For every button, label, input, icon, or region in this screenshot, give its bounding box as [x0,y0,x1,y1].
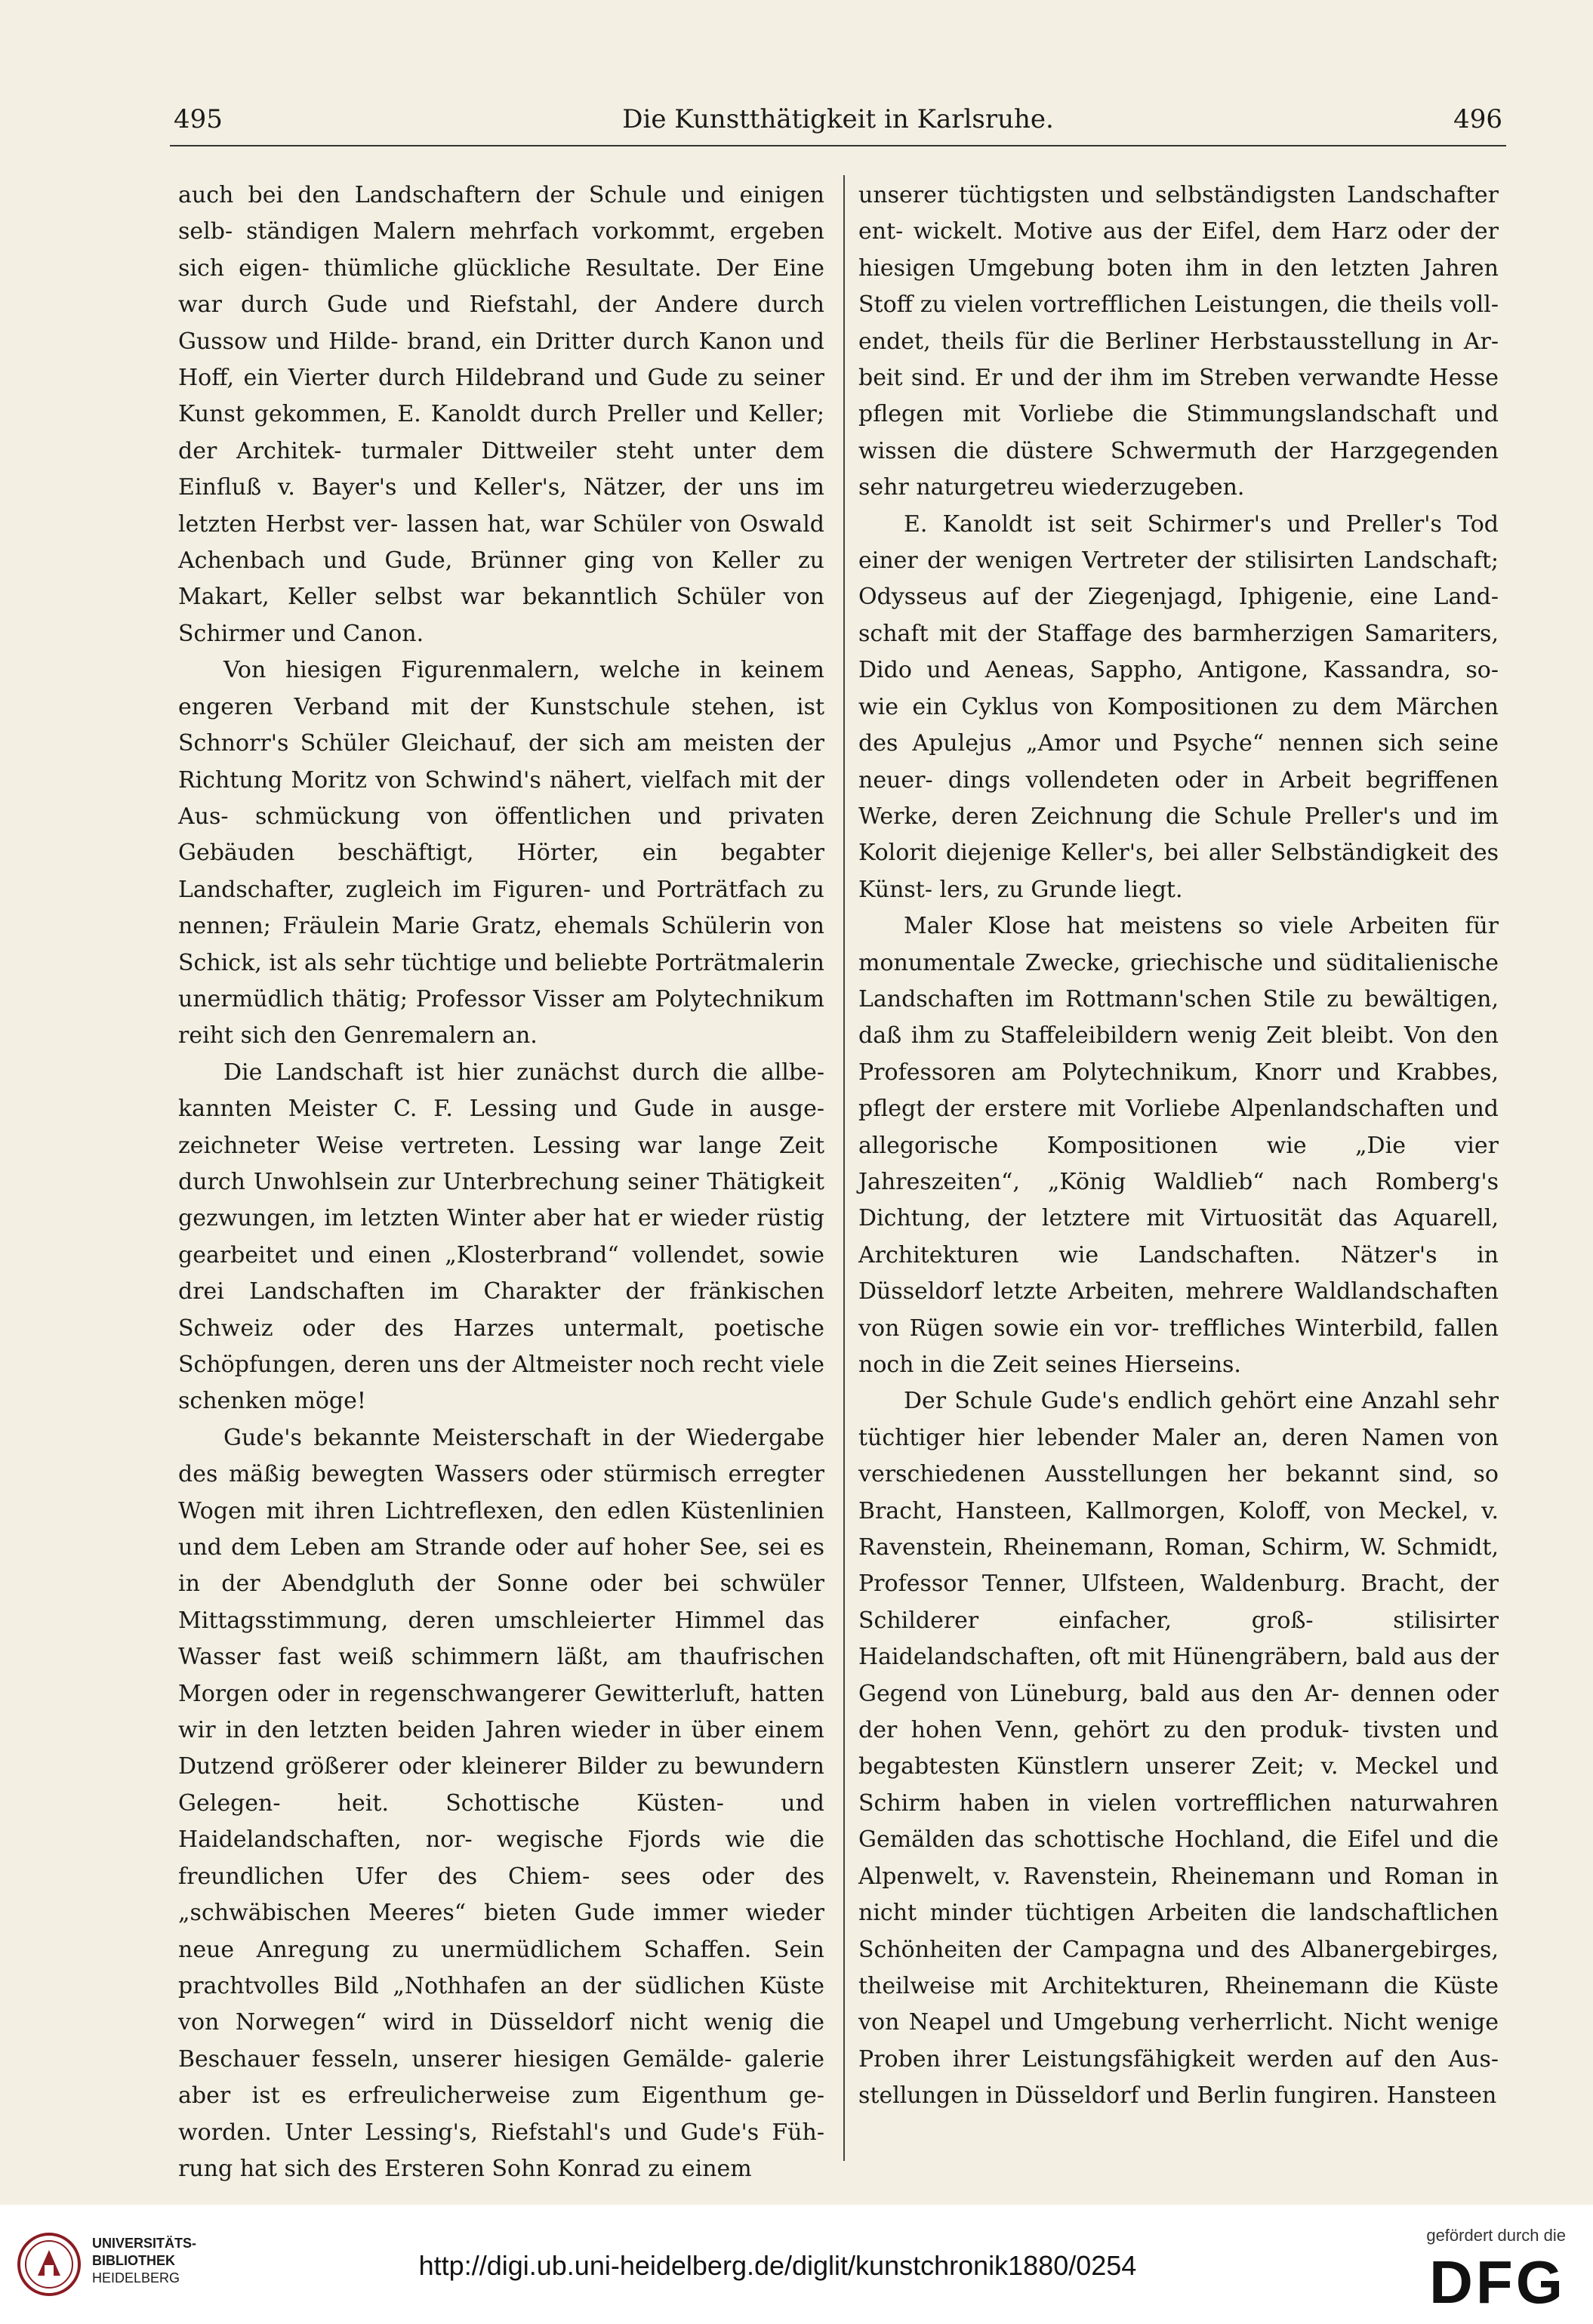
left-paragraph-2: Von hiesigen Figurenmalern, welche in keinem engeren Verband mit der Kunstschule stehen, ist Schnorr's Schüler Gleichauf, der sich am meisten der Richtung Moritz von Schwind's nähert, vielfach mit der Aus- schmückung von öffentlichen und privaten Gebäuden beschäftigt, Hörter, ein begabter Landschafter, zugleich im Figuren- und Porträtfach zu nennen; Fräulein Marie Gratz, ehemals Schülerin von Schick, ist als sehr tüchtige und beliebte Porträtmalerin unermüdlich thätig; Professor Visser am Polytechnikum reiht sich den Genremalern an. [178,657,824,1049]
library-line-1: UNIVERSITÄTS- [92,2236,197,2251]
left-paragraph-4: Gude's bekannte Meisterschaft in der Wiedergabe des mäßig bewegten Wassers oder stürmisch erregter Wogen mit ihren Lichtreflexen, den edlen Küstenlinien und dem Leben am Strande oder auf hoher See, sei es in der Abendgluth der Sonne oder bei schwüler Mittagsstimmung, deren umschleierter Himmel das Wasser fast weiß schimmern läßt, am thaufrischen Morgen oder in regenschwangerer Gewitterluft, hatten wir in den letzten beiden Jahren wieder in über einem Dutzend größerer oder kleinerer Bilder zu bewundern Gelegen- heit. Schottische Küsten- und Haidelandschaften, nor- wegische Fjords wie die freundlichen Ufer des Chiem- sees oder des „schwäbischen Meeres“ bieten Gude immer wieder neue Anregung zu unermüdlichem Schaffen. Sein prachtvolles Bild „Nothhafen an der südlichen Küste von Norwegen“ wird in Düsseldorf nicht wenig die Beschauer fesseln, unserer hiesigen Gemälde- galerie aber ist es erfreulicherweise zum Eigenthum ge- worden. Unter Lessing's, Riefstahl's und Gude's Füh- rung hat sich des Ersteren Sohn Konrad zu einem [178,1424,824,2182]
library-name [92,2235,251,2287]
right-paragraph-1: unserer tüchtigsten und selbständigsten Landschafter ent- wickelt. Motive aus der Eifel, dem Harz oder der hiesigen Umgebung boten ihm in den letzten Jahren Stoff zu vielen vortrefflichen Leistungen, die theils voll- endet, theils für die Berliner Herbstausstellung in Ar- beit sind. Er und der ihm im Streben verwandte Hesse pflegen mit Vorliebe die Stimmungslandschaft und wissen die düstere Schwermuth der Harzgegenden sehr naturgetreu wiederzugeben. [858,182,1499,501]
left-column [178,177,824,2187]
library-line-3: HEIDELBERG [92,2270,180,2285]
header-rule [170,145,1506,146]
page-number-right: 496 [1453,104,1502,134]
university-seal-icon [17,2232,82,2297]
dfg-logo: DFG [1429,2248,1566,2316]
left-paragraph-3: Die Landschaft ist hier zunächst durch die allbe- kannten Meister C. F. Lessing und Gude in ausge- zeichneter Weise vertreten. Lessing war lange Zeit durch Unwohlsein zur Unterbrechung seiner Thätigkeit gezwungen, im letzten Winter aber hat er wieder rüstig gearbeitet und einen „Klosterbrand“ vollendet, sowie drei Landschaften im Charakter der fränkischen Schweiz oder des Harzes untermalt, poetische Schöpfungen, deren uns der Altmeister noch recht viele schenken möge! [178,1059,824,1415]
running-title: Die Kunstthätigkeit in Karlsruhe. [622,104,1054,134]
page-header [174,104,1502,142]
right-paragraph-4: Der Schule Gude's endlich gehört eine Anzahl sehr tüchtiger hier lebender Maler an, deren Namen von verschiedenen Ausstellungen her bekannt sind, so Bracht, Hansteen, Kallmorgen, Koloff, von Meckel, v. Ravenstein, Rheinemann, Roman, Schirm, W. Schmidt, Professor Tenner, Ulfsteen, Waldenburg. Bracht, der Schilderer einfacher, groß- stilisirter Haidelandschaften, oft mit Hünengräbern, bald aus der Gegend von Lüneburg, bald aus den Ar- dennen oder der hohen Venn, gehört zu den produk- tivsten und begabtesten Künstlern unserer Zeit; v. Meckel und Schirm haben in vielen vortrefflichen naturwahren Gemälden das schottische Hochland, die Eifel und die Alpenwelt, v. Ravenstein, Rheinemann und Roman in nicht minder tüchtigen Arbeiten die landschaftlichen Schönheiten der Campagna und des Albanergebirges, theilweise mit Architekturen, Rheinemann die Küste von Neapel und Umgebung verherrlicht. Nicht wenige Proben ihrer Leistungsfähigkeit werden auf den Aus- stellungen in Düsseldorf und Berlin fungiren. Hansteen [858,1388,1499,2110]
library-line-2: BIBLIOTHEK [92,2253,175,2268]
page-number-left: 495 [174,104,223,134]
right-paragraph-2: E. Kanoldt ist seit Schirmer's und Preller's Tod einer der wenigen Vertreter der stilisirten Landschaft; Odysseus auf der Ziegenjagd, Iphigenie, eine Land- schaft mit der Staffage des barmherzigen Samariters, Dido und Aeneas, Sappho, Antigone, Kassandra, so- wie ein Cyklus von Kompositionen zu dem Märchen des Apulejus „Amor und Psyche“ nennen sich seine neuer- dings vollendeten oder in Arbeit begriffenen Werke, deren Zeichnung die Schule Preller's und im Kolorit diejenige Keller's, bei aller Selbständigkeit des Künst- lers, zu Grunde liegt. [858,510,1499,903]
left-paragraph-1: auch bei den Landschaftern der Schule und einigen selb- ständigen Malern mehrfach vorkommt, ergeben sich eigen- thümliche glückliche Resultate. Der Eine war durch Gude und Riefstahl, der Andere durch Gussow und Hilde- brand, ein Dritter durch Kanon und Hoff, ein Vierter durch Hildebrand und Gude zu seiner Kunst gekommen, E. Kanoldt durch Preller und Keller; der Architek- turmaler Dittweiler steht unter dem Einfluß v. Bayer's und Keller's, Nätzer, der uns im letzten Herbst ver- lassen hat, war Schüler von Oswald Achenbach und Gude, Brünner ging von Keller zu Makart, Keller selbst war bekanntlich Schüler von Schirmer und Canon. [178,182,824,647]
digitization-footer [0,2205,1593,2324]
column-divider [843,175,845,2161]
permalink-url[interactable]: http://digi.ub.uni-heidelberg.de/diglit/kunstchronik1880/0254 [418,2250,1137,2281]
right-column [858,177,1499,2115]
right-paragraph-3: Maler Klose hat meistens so viele Arbeiten für monumentale Zwecke, griechische und süditalienische Landschaften im Rottmann'schen Stile zu bewältigen, daß ihm zu Staffeleibildern wenig Zeit bleibt. Von den Professoren am Polytechnikum, Knorr und Krabbes, pflegt der erstere mit Vorliebe Alpenlandschaften und allegorische Kompositionen wie „Die vier Jahreszeiten“, „König Waldlieb“ nach Romberg's Dichtung, der letztere mit Virtuosität das Aquarell, Architekturen wie Landschaften. Nätzer's in Düsseldorf letzte Arbeiten, mehrere Waldlandschaften von Rügen sowie ein vor- treffliches Winterbild, fallen noch in die Zeit seines Hierseins. [858,913,1499,1378]
funder-note: gefördert durch die [1426,2226,1566,2245]
